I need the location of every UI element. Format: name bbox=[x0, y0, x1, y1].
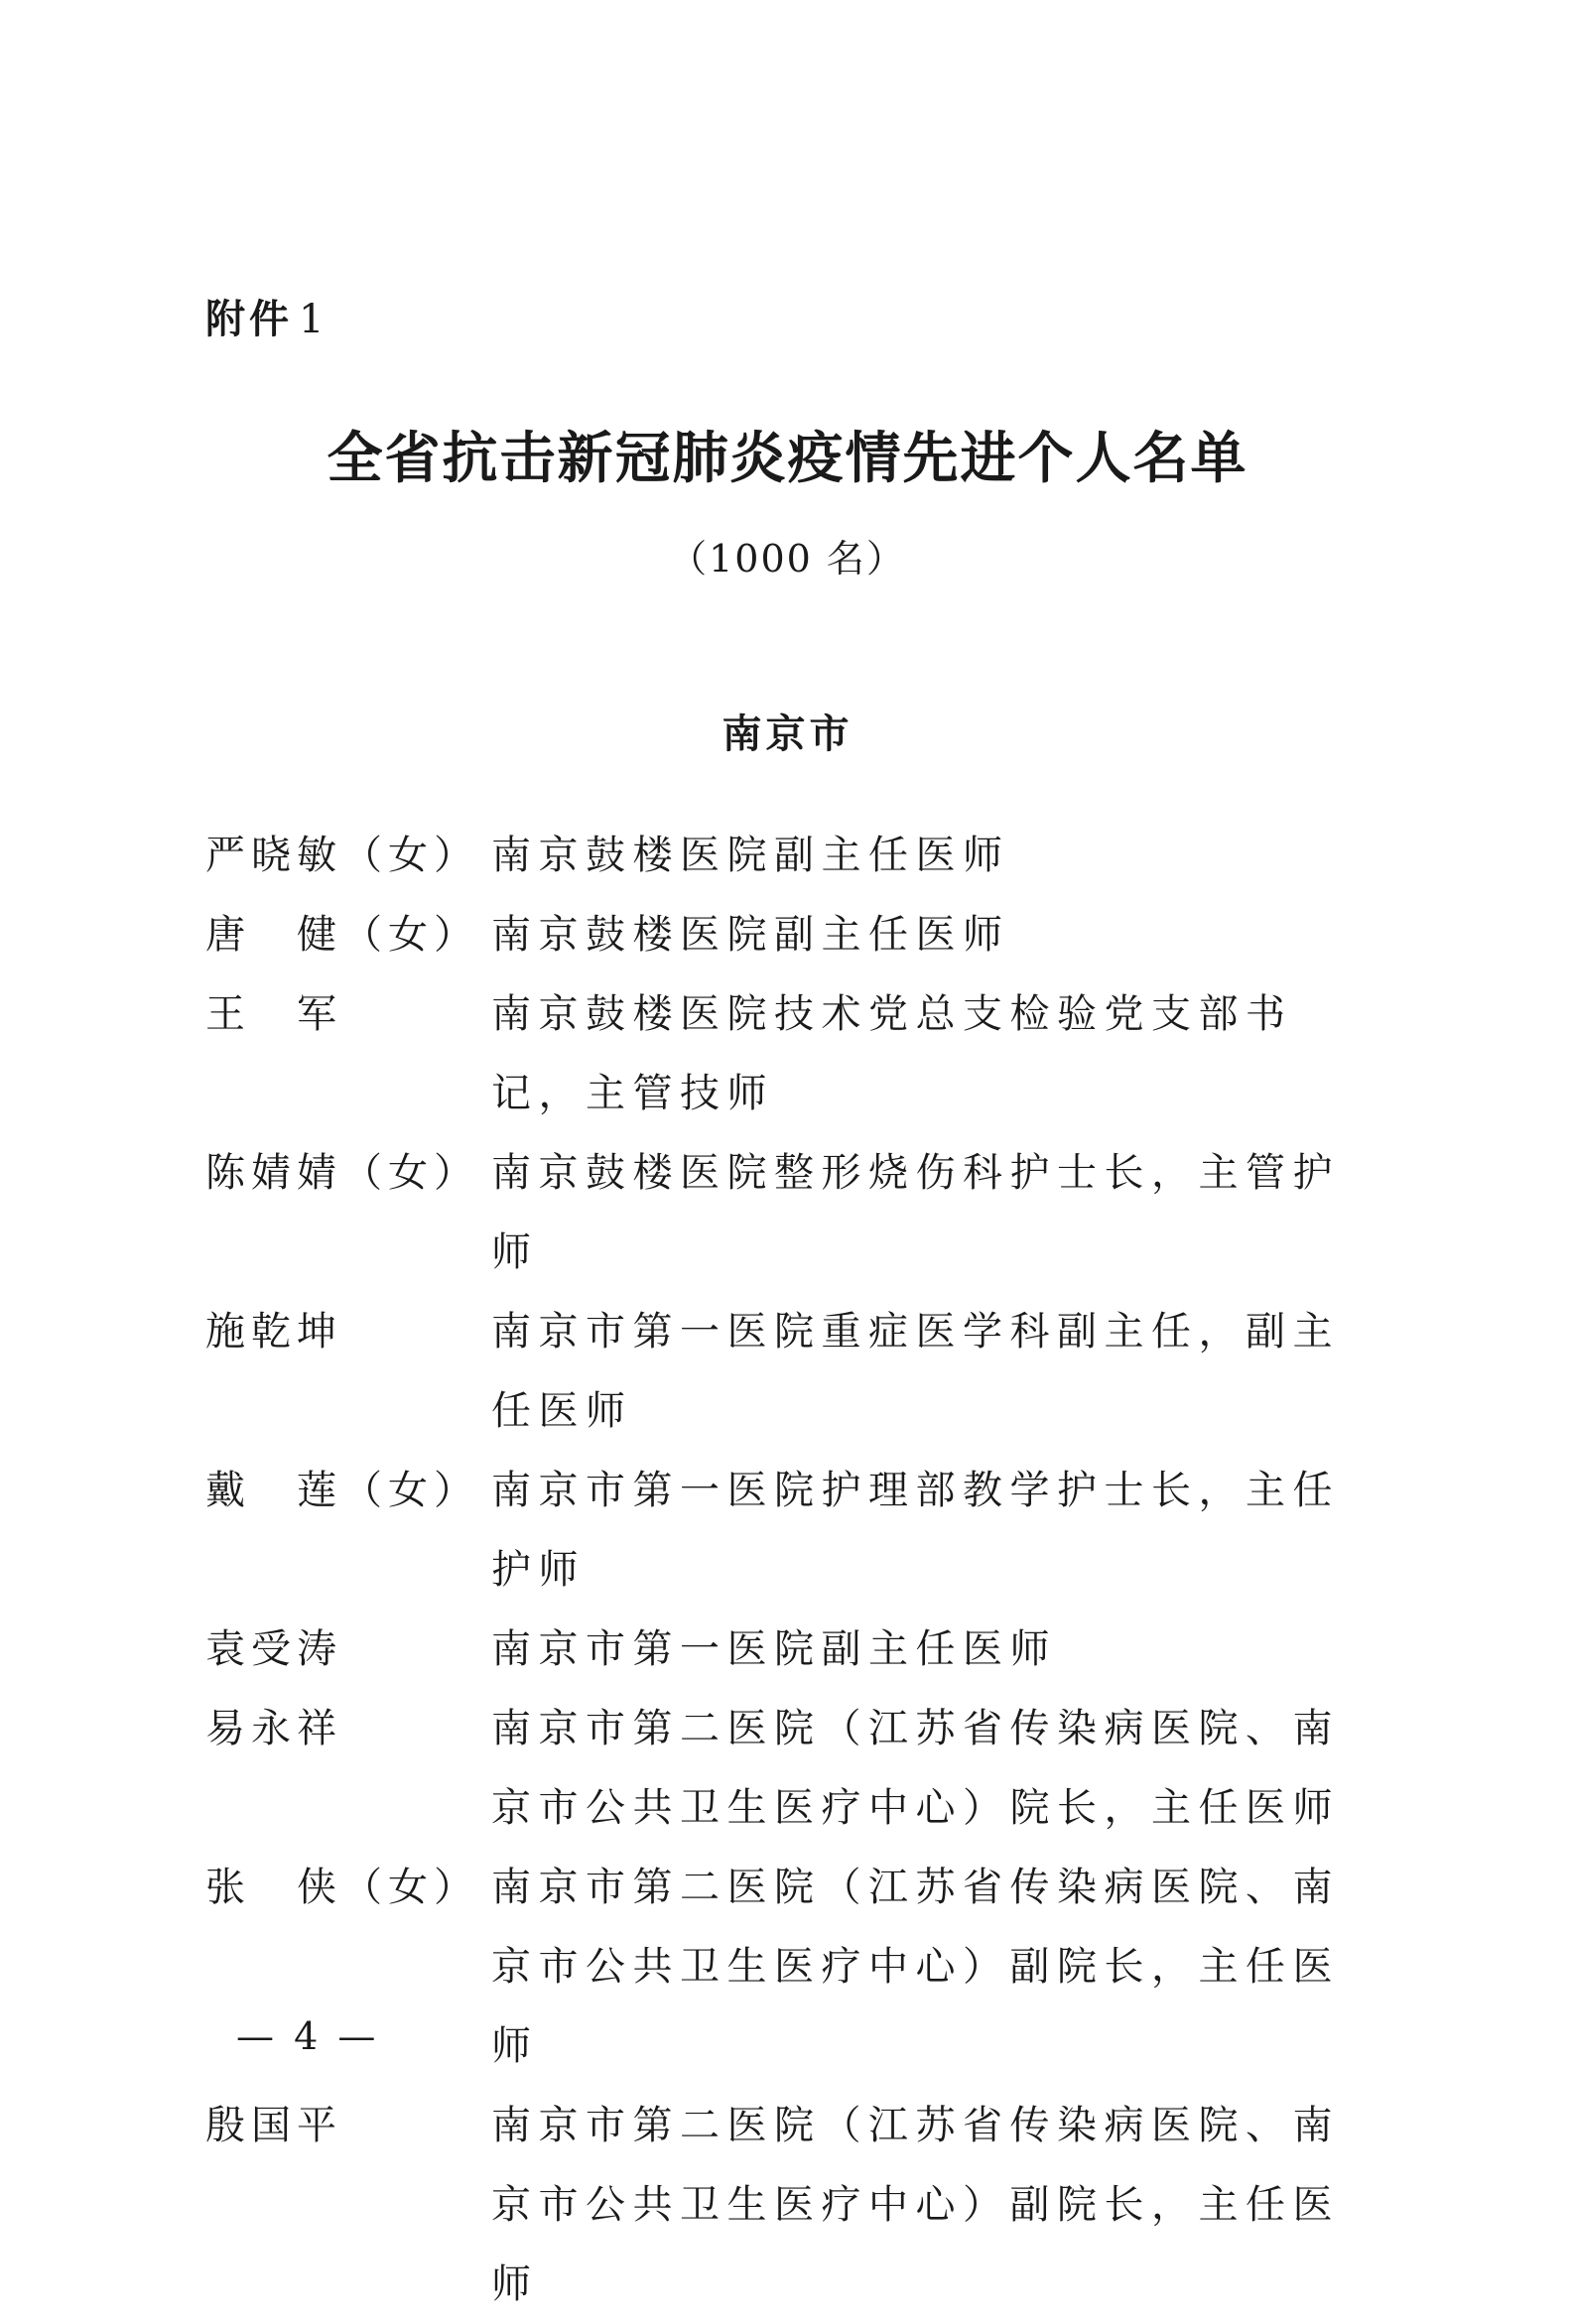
honoree-name: 严晓敏（女） bbox=[205, 833, 479, 878]
attachment-text: 附件 bbox=[205, 297, 293, 342]
list-item bbox=[205, 1133, 1386, 1292]
honoree-name: 殷国平 bbox=[205, 2103, 342, 2148]
document-title: 全省抗击新冠肺炎疫情先进个人名单 bbox=[327, 426, 1248, 491]
honoree-description: 南京鼓楼医院技术党总支检验党支部书记，主管技师 bbox=[491, 991, 1293, 1116]
document-subtitle: （1000 名） bbox=[669, 537, 906, 581]
list-item bbox=[205, 1292, 1386, 1451]
list-item bbox=[205, 1610, 1386, 1689]
attachment-label bbox=[205, 288, 328, 344]
page-number: — 4 — bbox=[236, 2014, 380, 2058]
honoree-name: 张 侠（女） bbox=[205, 1865, 479, 1910]
list-item bbox=[205, 974, 1386, 1133]
list-item bbox=[205, 1689, 1386, 1848]
list-item bbox=[205, 2086, 1386, 2324]
honoree-description: 南京市第一医院副主任医师 bbox=[491, 1626, 1057, 1672]
honoree-name: 唐 健（女） bbox=[205, 912, 479, 958]
honoree-name: 戴 莲（女） bbox=[205, 1468, 479, 1513]
region-heading: 南京市 bbox=[722, 711, 853, 757]
honoree-list bbox=[205, 816, 1386, 2324]
honoree-description: 南京市第二医院（江苏省传染病医院、南京市公共卫生医疗中心）副院长，主任医师 bbox=[491, 2103, 1340, 2307]
honoree-description: 南京市第二医院（江苏省传染病医院、南京市公共卫生医疗中心）院长，主任医师 bbox=[491, 1706, 1340, 1831]
honoree-name: 陈婧婧（女） bbox=[205, 1150, 479, 1196]
honoree-name: 易永祥 bbox=[205, 1706, 342, 1751]
honoree-description: 南京鼓楼医院整形烧伤科护士长，主管护师 bbox=[491, 1150, 1340, 1275]
attachment-number: 1 bbox=[299, 297, 328, 342]
honoree-name: 王 军 bbox=[205, 991, 342, 1037]
honoree-description: 南京市第二医院（江苏省传染病医院、南京市公共卫生医疗中心）副院长，主任医师 bbox=[491, 1865, 1340, 2069]
list-item bbox=[205, 895, 1386, 974]
honoree-description: 南京鼓楼医院副主任医师 bbox=[491, 833, 1010, 878]
honoree-name: 袁受涛 bbox=[205, 1626, 342, 1672]
list-item bbox=[205, 816, 1386, 895]
list-item bbox=[205, 1451, 1386, 1610]
honoree-description: 南京鼓楼医院副主任医师 bbox=[491, 912, 1010, 958]
list-item bbox=[205, 1848, 1386, 2086]
honoree-name: 施乾坤 bbox=[205, 1309, 342, 1355]
honoree-description: 南京市第一医院重症医学科副主任，副主任医师 bbox=[491, 1309, 1340, 1434]
honoree-description: 南京市第一医院护理部教学护士长，主任护师 bbox=[491, 1468, 1340, 1593]
